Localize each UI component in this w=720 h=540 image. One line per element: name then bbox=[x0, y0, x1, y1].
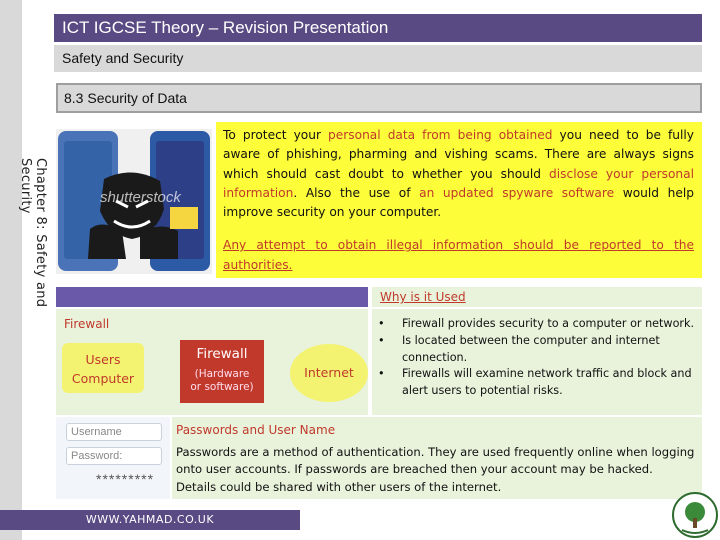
list-item: • Firewalls will examine network traffic and block and alert users to potential risks. bbox=[378, 366, 696, 400]
list-item: • Firewall provides security to a computer or network. bbox=[378, 316, 696, 333]
info-highlight: an updated spyware software bbox=[419, 185, 615, 200]
firewall-box-subtitle: (Hardware or software) bbox=[190, 368, 254, 393]
info-highlight: personal data from being obtained bbox=[328, 128, 553, 142]
info-text: would help improve security on your computer. bbox=[223, 185, 694, 220]
slide-subtitle: Safety and Security bbox=[54, 45, 702, 72]
passwords-title: Passwords and User Name bbox=[176, 423, 336, 437]
info-text: To protect your bbox=[223, 128, 329, 142]
password-stars: ********* bbox=[96, 471, 155, 487]
internet-box: Internet bbox=[290, 344, 368, 402]
school-logo-icon bbox=[670, 490, 720, 540]
hacker-icon bbox=[82, 169, 182, 259]
why-title: Why is it Used bbox=[380, 290, 466, 304]
watermark-text: shutterstock bbox=[100, 189, 181, 206]
info-text: you need to be fully aware of phishing, pharming and vishing scams. There are always signs which should cast doubt to whether you should bbox=[223, 128, 694, 181]
slide-title: ICT IGCSE Theory – Revision Presentation bbox=[54, 14, 702, 42]
list-item: • Is located between the computer and internet connection. bbox=[378, 333, 696, 367]
users-computer-box bbox=[62, 343, 144, 393]
info-box bbox=[216, 122, 702, 278]
info-highlight: disclose your personal information bbox=[223, 166, 694, 200]
section-heading: 8.3 Security of Data bbox=[56, 83, 702, 113]
firewall-box bbox=[180, 340, 264, 403]
users-label: Users bbox=[85, 352, 121, 367]
info-paragraph-2: Any attempt to obtain illegal information should be reported to the authorities. bbox=[223, 238, 694, 272]
envelope-icon bbox=[170, 207, 198, 229]
passwords-box bbox=[172, 417, 702, 499]
firewall-heading: Firewall bbox=[64, 317, 110, 331]
username-field-image: Username bbox=[66, 423, 162, 441]
chapter-label: Chapter 8: Safety and Security bbox=[18, 158, 48, 308]
info-text: . Also the use of bbox=[293, 185, 420, 200]
passwords-text: Passwords are a method of authentication. They are used frequently online when logging onto user accounts. If passwords are breached then your account may be hacked. Details could be shared with other users of the internet. bbox=[176, 445, 695, 494]
computer-label: Computer bbox=[71, 371, 135, 386]
firewall-points-list bbox=[378, 316, 696, 400]
purple-bar bbox=[56, 287, 368, 307]
password-field-image: Password: bbox=[66, 447, 162, 465]
phishing-illustration bbox=[56, 129, 212, 274]
password-illustration bbox=[56, 417, 170, 499]
footer-url[interactable]: WWW.YAHMAD.CO.UK bbox=[0, 510, 300, 530]
info-paragraph-1 bbox=[223, 126, 694, 222]
firewall-box-title: Firewall bbox=[196, 346, 248, 362]
